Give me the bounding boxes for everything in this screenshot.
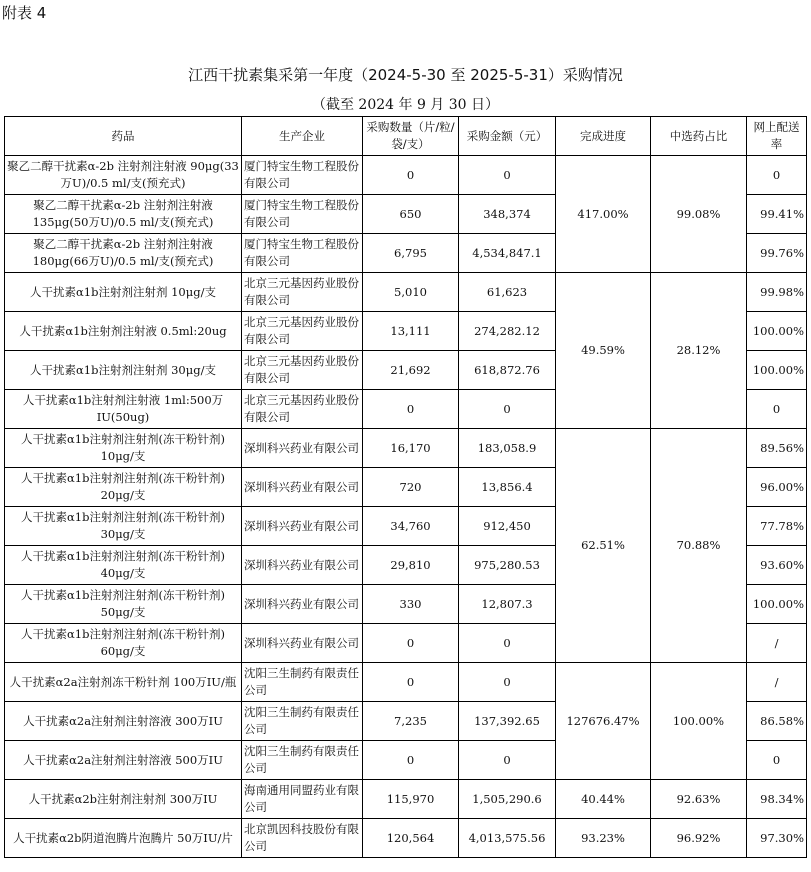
maker-cell: 海南通用同盟药业有限公司 bbox=[242, 780, 363, 819]
maker-cell: 北京三元基因药业股份有限公司 bbox=[242, 351, 363, 390]
qty-cell: 0 bbox=[363, 741, 459, 780]
maker-cell: 深圳科兴药业有限公司 bbox=[242, 468, 363, 507]
qty-cell: 5,010 bbox=[363, 273, 459, 312]
maker-cell: 深圳科兴药业有限公司 bbox=[242, 585, 363, 624]
qty-cell: 7,235 bbox=[363, 702, 459, 741]
drug-cell: 人干扰素α1b注射剂注射剂 30μg/支 bbox=[5, 351, 242, 390]
maker-cell: 北京凯因科技股份有限公司 bbox=[242, 819, 363, 858]
header-share: 中选药占比 bbox=[651, 117, 747, 156]
online-cell: 98.34% bbox=[747, 780, 807, 819]
online-cell: / bbox=[747, 663, 807, 702]
table-row bbox=[5, 780, 807, 819]
online-cell: 93.60% bbox=[747, 546, 807, 585]
amount-cell: 1,505,290.6 bbox=[459, 780, 556, 819]
maker-cell: 深圳科兴药业有限公司 bbox=[242, 546, 363, 585]
qty-cell: 21,692 bbox=[363, 351, 459, 390]
drug-cell: 人干扰素α2a注射剂注射溶液 500万IU bbox=[5, 741, 242, 780]
qty-cell: 34,760 bbox=[363, 507, 459, 546]
drug-cell: 人干扰素α1b注射剂注射液 1ml:500万IU(50ug) bbox=[5, 390, 242, 429]
qty-cell: 720 bbox=[363, 468, 459, 507]
qty-cell: 330 bbox=[363, 585, 459, 624]
header-amount: 采购金额（元） bbox=[459, 117, 556, 156]
maker-cell: 厦门特宝生物工程股份有限公司 bbox=[242, 156, 363, 195]
document-subtitle: （截至 2024 年 9 月 30 日） bbox=[311, 97, 500, 113]
table-row bbox=[5, 819, 807, 858]
header-qty: 采购数量（片/粒/袋/支） bbox=[363, 117, 459, 156]
document-title: 江西干扰素集采第一年度（2024-5-30 至 2025-5-31）采购情况 bbox=[188, 66, 623, 84]
maker-cell: 深圳科兴药业有限公司 bbox=[242, 429, 363, 468]
qty-cell: 13,111 bbox=[363, 312, 459, 351]
online-cell: 89.56% bbox=[747, 429, 807, 468]
amount-cell: 0 bbox=[459, 663, 556, 702]
maker-cell: 沈阳三生制药有限责任公司 bbox=[242, 663, 363, 702]
progress-cell: 40.44% bbox=[556, 780, 651, 819]
qty-cell: 650 bbox=[363, 195, 459, 234]
maker-cell: 北京三元基因药业股份有限公司 bbox=[242, 390, 363, 429]
drug-cell: 人干扰素α2b注射剂注射剂 300万IU bbox=[5, 780, 242, 819]
share-cell: 99.08% bbox=[651, 156, 747, 273]
qty-cell: 0 bbox=[363, 663, 459, 702]
amount-cell: 61,623 bbox=[459, 273, 556, 312]
progress-cell: 62.51% bbox=[556, 429, 651, 663]
drug-cell: 人干扰素α2a注射剂注射溶液 300万IU bbox=[5, 702, 242, 741]
qty-cell: 115,970 bbox=[363, 780, 459, 819]
qty-cell: 16,170 bbox=[363, 429, 459, 468]
maker-cell: 厦门特宝生物工程股份有限公司 bbox=[242, 234, 363, 273]
amount-cell: 912,450 bbox=[459, 507, 556, 546]
procurement-table bbox=[4, 116, 807, 858]
amount-cell: 975,280.53 bbox=[459, 546, 556, 585]
table-row bbox=[5, 429, 807, 468]
amount-cell: 13,856.4 bbox=[459, 468, 556, 507]
progress-cell: 93.23% bbox=[556, 819, 651, 858]
online-cell: 100.00% bbox=[747, 312, 807, 351]
qty-cell: 29,810 bbox=[363, 546, 459, 585]
online-cell: 99.76% bbox=[747, 234, 807, 273]
qty-cell: 6,795 bbox=[363, 234, 459, 273]
amount-cell: 4,013,575.56 bbox=[459, 819, 556, 858]
maker-cell: 厦门特宝生物工程股份有限公司 bbox=[242, 195, 363, 234]
drug-cell: 人干扰素α1b注射剂注射液 0.5ml:20ug bbox=[5, 312, 242, 351]
share-cell: 28.12% bbox=[651, 273, 747, 429]
maker-cell: 沈阳三生制药有限责任公司 bbox=[242, 702, 363, 741]
header-online: 网上配送率 bbox=[747, 117, 807, 156]
amount-cell: 12,807.3 bbox=[459, 585, 556, 624]
online-cell: / bbox=[747, 624, 807, 663]
drug-cell: 聚乙二醇干扰素α-2b 注射剂注射液 135μg(50万U)/0.5 ml/支(预充式) bbox=[5, 195, 242, 234]
online-cell: 0 bbox=[747, 741, 807, 780]
amount-cell: 0 bbox=[459, 624, 556, 663]
amount-cell: 137,392.65 bbox=[459, 702, 556, 741]
amount-cell: 0 bbox=[459, 741, 556, 780]
amount-cell: 274,282.12 bbox=[459, 312, 556, 351]
amount-cell: 183,058.9 bbox=[459, 429, 556, 468]
online-cell: 99.98% bbox=[747, 273, 807, 312]
drug-cell: 人干扰素α2b阴道泡腾片泡腾片 50万IU/片 bbox=[5, 819, 242, 858]
progress-cell: 127676.47% bbox=[556, 663, 651, 780]
progress-cell: 417.00% bbox=[556, 156, 651, 273]
drug-cell: 人干扰素α1b注射剂注射剂(冻干粉针剂) 40μg/支 bbox=[5, 546, 242, 585]
online-cell: 99.41% bbox=[747, 195, 807, 234]
online-cell: 100.00% bbox=[747, 351, 807, 390]
header-row bbox=[5, 117, 807, 156]
amount-cell: 618,872.76 bbox=[459, 351, 556, 390]
amount-cell: 4,534,847.1 bbox=[459, 234, 556, 273]
share-cell: 92.63% bbox=[651, 780, 747, 819]
maker-cell: 北京三元基因药业股份有限公司 bbox=[242, 273, 363, 312]
share-cell: 100.00% bbox=[651, 663, 747, 780]
online-cell: 77.78% bbox=[747, 507, 807, 546]
online-cell: 100.00% bbox=[747, 585, 807, 624]
progress-cell: 49.59% bbox=[556, 273, 651, 429]
drug-cell: 聚乙二醇干扰素α-2b 注射剂注射液 90μg(33万U)/0.5 ml/支(预充式) bbox=[5, 156, 242, 195]
maker-cell: 深圳科兴药业有限公司 bbox=[242, 624, 363, 663]
drug-cell: 聚乙二醇干扰素α-2b 注射剂注射液 180μg(66万U)/0.5 ml/支(预充式) bbox=[5, 234, 242, 273]
drug-cell: 人干扰素α1b注射剂注射剂(冻干粉针剂) 30μg/支 bbox=[5, 507, 242, 546]
annex-label: 附表 4 bbox=[2, 4, 47, 22]
online-cell: 0 bbox=[747, 390, 807, 429]
share-cell: 96.92% bbox=[651, 819, 747, 858]
drug-cell: 人干扰素α2a注射剂冻干粉针剂 100万IU/瓶 bbox=[5, 663, 242, 702]
maker-cell: 沈阳三生制药有限责任公司 bbox=[242, 741, 363, 780]
amount-cell: 0 bbox=[459, 156, 556, 195]
online-cell: 96.00% bbox=[747, 468, 807, 507]
drug-cell: 人干扰素α1b注射剂注射剂(冻干粉针剂) 20μg/支 bbox=[5, 468, 242, 507]
table-row bbox=[5, 663, 807, 702]
maker-cell: 北京三元基因药业股份有限公司 bbox=[242, 312, 363, 351]
qty-cell: 0 bbox=[363, 390, 459, 429]
share-cell: 70.88% bbox=[651, 429, 747, 663]
online-cell: 86.58% bbox=[747, 702, 807, 741]
qty-cell: 120,564 bbox=[363, 819, 459, 858]
online-cell: 0 bbox=[747, 156, 807, 195]
amount-cell: 348,374 bbox=[459, 195, 556, 234]
maker-cell: 深圳科兴药业有限公司 bbox=[242, 507, 363, 546]
drug-cell: 人干扰素α1b注射剂注射剂 10μg/支 bbox=[5, 273, 242, 312]
qty-cell: 0 bbox=[363, 156, 459, 195]
drug-cell: 人干扰素α1b注射剂注射剂(冻干粉针剂) 50μg/支 bbox=[5, 585, 242, 624]
table-row bbox=[5, 273, 807, 312]
header-progress: 完成进度 bbox=[556, 117, 651, 156]
qty-cell: 0 bbox=[363, 624, 459, 663]
online-cell: 97.30% bbox=[747, 819, 807, 858]
table-row bbox=[5, 156, 807, 195]
drug-cell: 人干扰素α1b注射剂注射剂(冻干粉针剂) 10μg/支 bbox=[5, 429, 242, 468]
header-maker: 生产企业 bbox=[242, 117, 363, 156]
drug-cell: 人干扰素α1b注射剂注射剂(冻干粉针剂) 60μg/支 bbox=[5, 624, 242, 663]
header-drug: 药品 bbox=[5, 117, 242, 156]
amount-cell: 0 bbox=[459, 390, 556, 429]
